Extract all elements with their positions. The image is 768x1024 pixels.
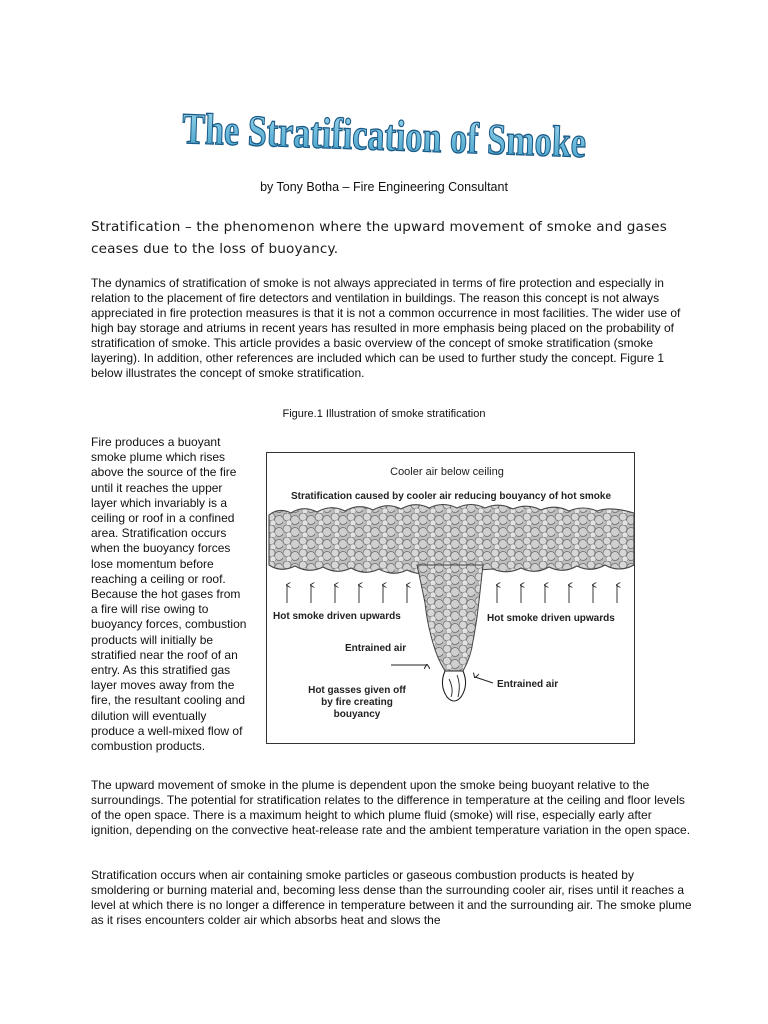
label-hot-gases-line2: by fire creating <box>321 697 393 708</box>
label-cooler-air: Cooler air below ceiling <box>390 466 504 478</box>
body-paragraph-3: Stratification occurs when air containing smoke particles or gaseous combustion products is heated by smoldering or burning material and, becoming less dense than the surrounding cooler air, rises until it reaches a level at which there is no longer a difference in temperature between it and the surrounding air. The smoke plume as it rises encounters colder air which absorbs heat and slows the <box>91 868 692 927</box>
byline: by Tony Botha – Fire Engineering Consultant <box>260 180 508 194</box>
label-hot-gases-line3: bouyancy <box>333 709 381 720</box>
side-paragraph: Fire produces a buoyant smoke plume which rises above the source of the fire until it reaches the upper layer which invariably is a ceiling or roof in a confined area. Stratification occurs when the buoyancy forces lose momentum before reaching a ceiling or roof. Because the hot gases from a fire will rise owing to buoyancy forces, combustion products will initially be stratified near the roof of an entry. As this stratified gas layer moves away from the fire, the resultant cooling and dilution will eventually produce a well-mixed flow of combustion products. <box>91 435 247 754</box>
definition: Stratification – the phenomenon where the upward movement of smoke and gases ceases due to the loss of buoyancy. <box>91 219 667 257</box>
label-stratification: Stratification caused by cooler air reducing bouyancy of hot smoke <box>290 491 612 502</box>
body-paragraph-2: The upward movement of smoke in the plume is dependent upon the smoke being buoyant relative to the surroundings. The potential for stratification relates to the difference in temperature at the ceiling and floor levels of the open space. There is a maximum height to which plume fluid (smoke) will rise, especially early after ignition, depending on the convective heat-release rate and the ambient temperature variation in the open space. <box>91 778 691 837</box>
smoke-plume <box>417 565 483 701</box>
document-title <box>160 100 703 172</box>
label-hot-smoke-left: Hot smoke driven upwards <box>273 611 401 622</box>
title-text: The Stratification of Smoke <box>181 103 703 172</box>
smoke-stratification-figure <box>266 452 635 744</box>
figure-illustration <box>267 453 636 745</box>
figure-caption: Figure.1 Illustration of smoke stratification <box>282 408 486 420</box>
smoke-layer <box>269 505 634 574</box>
label-entrained-right: Entrained air <box>497 679 559 690</box>
label-hot-gases-line1: Hot gasses given off <box>308 685 406 696</box>
intro-paragraph: The dynamics of stratification of smoke is not always appreciated in terms of fire protection and especially in relation to the placement of fire detectors and ventilation in buildings. The reason this concept is not always appreciated in fire protection measures is that it is not a common occurrence in most facilities. The wider use of high bay storage and atriums in recent years has resulted in more emphasis being placed on the probability of stratification of smoke. This article provides a basic overview of the concept of smoke stratification (smoke layering). In addition, other references are included which can be used to further study the concept. Figure 1 below illustrates the concept of smoke stratification. <box>91 276 681 380</box>
label-entrained-left: Entrained air <box>345 643 407 654</box>
label-hot-smoke-right: Hot smoke driven upwards <box>487 613 615 624</box>
